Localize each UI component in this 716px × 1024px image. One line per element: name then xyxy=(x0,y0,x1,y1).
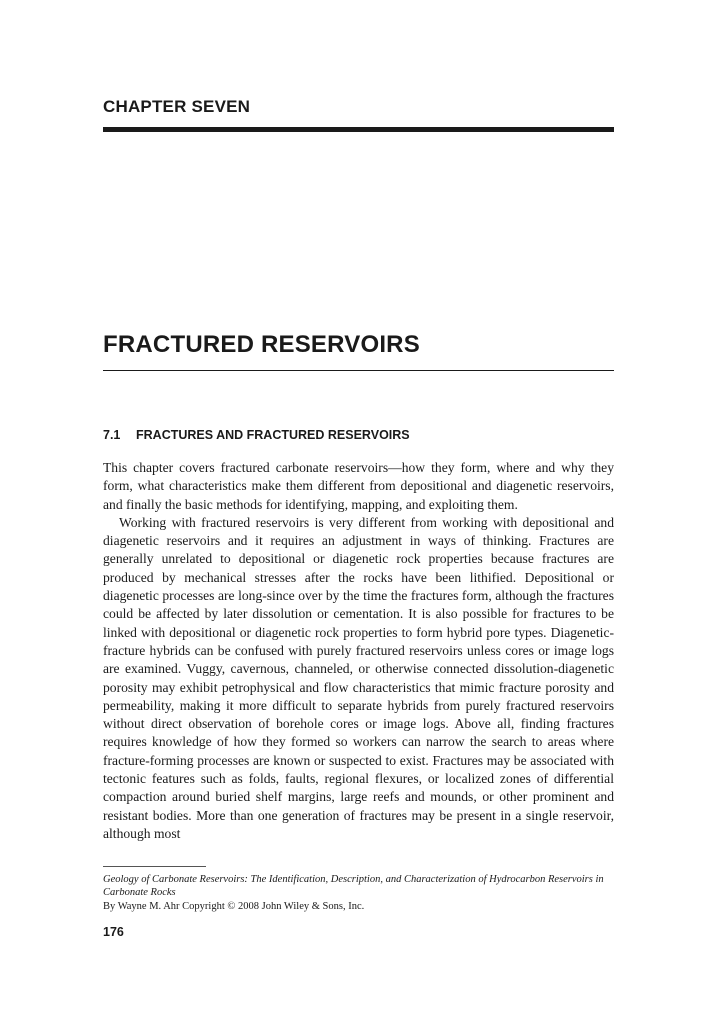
page-number: 176 xyxy=(103,925,124,939)
paragraph-2: Working with fractured reservoirs is very different from working with depositional and diagenetic reservoirs and it requires an adjustment in ways of thinking. Fractures are generally unrelated to depositional or diagenetic rock properties because fractures are produced by mechanical stresses after the rocks have been lithified. Depositional or diagenetic processes are long-since over by the time the fractures form, although the fractures could be affected by later dissolution or cementation. It is also possible for fractures to be linked with depositional or diagenetic rock properties to form hybrid pore types. Diagenetic-fracture hybrids can be confused with purely fractured reservoirs unless cores or image logs are examined. Vuggy, cavernous, channeled, or otherwise connected dissolution-diagenetic porosity may exhibit petrophysical and flow characteristics that mimic fracture porosity and permeability, making it more difficult to separate hybrids from purely fractured reservoirs without direct observation of borehole cores or image logs. Above all, finding fractures requires knowledge of how they formed so workers can narrow the search to areas where fracture-forming processes are known or suspected to exist. Fractures may be associated with tectonic features such as folds, faults, regional flexures, or localized zones of differential compaction around buried shelf margins, large reefs and mounds, or other prominent and resistant bodies. More than one generation of fractures may be present in a single reservoir, although most xyxy=(103,514,614,841)
section-heading xyxy=(103,428,410,442)
footnote-book-title: Geology of Carbonate Reservoirs: The Identification, Description, and Characterization of Hydrocarbon Reservoirs in Carbonate Rocks xyxy=(103,874,604,899)
paragraph-1: This chapter covers fractured carbonate reservoirs—how they form, where and why they form, what characteristics make them different from depositional and diagenetic reservoirs, and finally the basic methods for identifying, mapping, and exploiting them. xyxy=(103,460,614,512)
chapter-title: FRACTURED RESERVOIRS xyxy=(103,331,420,358)
chapter-label: CHAPTER SEVEN xyxy=(103,97,251,116)
footnote-rule xyxy=(103,866,206,867)
section-number: 7.1 xyxy=(103,428,121,442)
section-title: FRACTURES AND FRACTURED RESERVOIRS xyxy=(136,428,410,442)
footnote-author-line: By Wayne M. Ahr Copyright © 2008 John Wiley & Sons, Inc. xyxy=(103,900,365,912)
chapter-rule-thick xyxy=(103,127,614,132)
chapter-rule-thin xyxy=(103,370,614,371)
footnote xyxy=(103,873,623,913)
body-text xyxy=(103,459,614,843)
